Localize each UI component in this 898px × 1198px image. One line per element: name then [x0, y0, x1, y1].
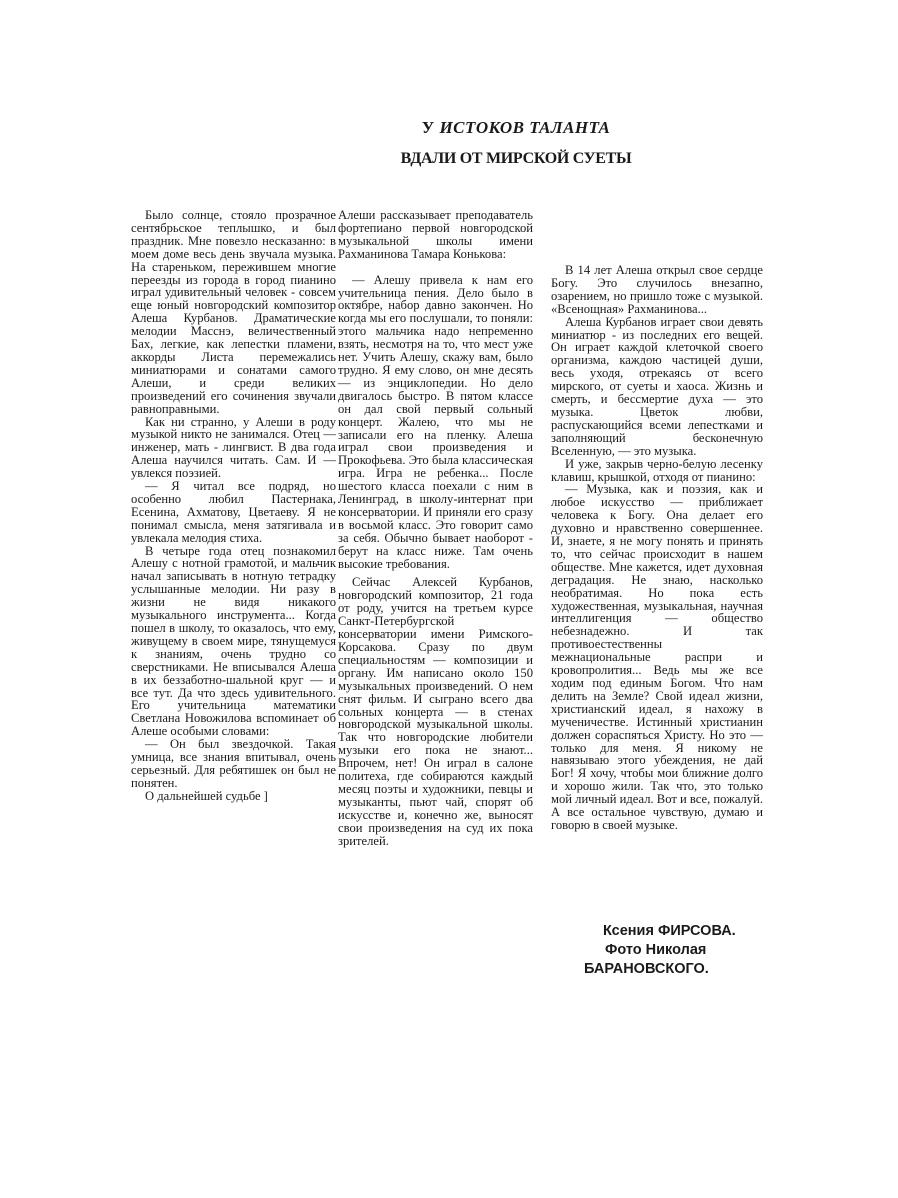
paragraph: Алеши рассказывает преподаватель фортепиано первой новгородской музыкальной школы имени Рахманинова Тамара Конькова: — [338, 208, 533, 261]
paragraph: Сейчас Алексей Курбанов, новгородский композитор, 21 года от роду, учится на третьем курсе Санкт-Петербургской консерватории имени Римского-Корсакова. Сразу по двум специальностям — композиции и органу. Им написано около 150 музыкальных произведений. О нем снят фильм. И сыграно всего два сольных концерта — в стенах новгородской музыкальной школы. Так что новгородские любители музыки его пока не знают... Впрочем, нет! Он играл в салоне политеха, где собираются каждый месяц поэты и художники, певцы и музыканты, пьют чай, спорят об искусстве и, конечно же, выносят свои произведения на суд их пока зрителей. — [338, 575, 533, 848]
photo-credit: Фото Николая — [605, 942, 707, 958]
article-column-1 — [131, 209, 336, 803]
paragraph: — Я читал все подряд, но особенно любил Пастернака, Есенина, Ахматову, Цветаеву. Я не понимал смысла, меня затягивала и увлекала мелодия стиха. — [131, 479, 336, 545]
paragraph: Как ни странно, у Алеши в роду музыкой никто не занимался. Отец — инженер, мать - лингвист. В два года Алеша научился читать. Сам. И — увлекся поэзией. — [131, 414, 336, 481]
paragraph: — Алешу привела к нам его учительница пения. Дело было в октябре, набор давно закончен. Но когда мы его послушали, то поняли: этого мальчика надо непременно взять, несмотря на то, что мест уже нет. Учить Алешу, скажу вам, было трудно. Я ему слово, он мне десять — из энциклопедии. Но дело двигалось быстро. В пятом классе он дал свой первый сольный концерт. Жалею, что мы не записали его на пленку. Алеша играл свои произведения и Прокофьева. Это была классическая игра. Игра не ребенка... После шестого класса поехали с ним в Ленинград, в школу-интернат при консерватории. И приняли его сразу в восьмой класс. Это говорит само за себя. Обычно бывает наоборот - берут на класс ниже. Там очень высокие требования. — [338, 272, 533, 571]
paragraph: — Он был звездочкой. Такая умница, все знания впитывал, очень серьезный. Для ребятишек он был не понятен. — [131, 737, 336, 790]
paragraph: В 14 лет Алеша открыл свое сердце Богу. Это случилось внезапно, озарением, но пришло тоже с музыкой. «Всенощная» Рахманинова... — [551, 263, 763, 316]
section-rubric — [0, 118, 898, 138]
paragraph: И уже, закрыв черно-белую лесенку клавиш, крышкой, отходя от пианино: — [551, 456, 763, 484]
article-column-2 — [338, 209, 533, 848]
rubric-title: ИСТОКОВ ТАЛАНТА — [439, 118, 611, 137]
article-headline: ВДАЛИ ОТ МИРСКОЙ СУЕТЫ — [400, 150, 632, 167]
paragraph: — Музыка, как и поэзия, как и любое искусство — приближает человека к Богу. Она делает его духовно и нравственно совершеннее. И, знаете, я не могу понять и принять то, что сейчас происходит в нашем обществе. Мне кажется, идет духовная деградация. Не знаю, насколько необратимая. Но пока есть художественная, музыкальная, научная интеллигенция — общество небезнадежно. И так противоестественны межнациональные распри и кровопролития... Ведь мы же все ходим под единым Богом. Что нам делить на Земле? Свой идеал жизни, христианский идеал, я нахожу в мученичестве. Истинный христианин должен сораспяться Христу. Но это — только для меня. Я никому не навязываю этого убеждения, не дай Бог! Я хочу, чтобы мои ближние долго и хорошо жили. Так что, это только мой личный идеал. Вот и все, пожалуй. А все остальное чувствую, думаю и говорю в своей музыке. — [551, 482, 763, 832]
article-column-3 — [551, 264, 763, 832]
byline — [570, 922, 770, 979]
photographer-name: БАРАНОВСКОГО. — [584, 961, 709, 977]
author-name: Ксения ФИРСОВА. — [603, 923, 736, 939]
paragraph: Было солнце, стояло прозрачное сентябрьское теплышко, и был праздник. Мне повезло несказанно: в моем доме весь день звучала музыка. На стареньком, пережившем многие переезды из города в город пианино играл удивительный человек - совсем еще юный новгородский композитор Алеша Курбанов. Драматические мелодии Масснэ, величественный Бах, легкие, как лепестки пламени, аккорды Листа перемежались миниатюрами и сонатами самого Алеши, и среди великих произведений его сочинения звучали равноправными. — [131, 208, 336, 416]
rubric-lead: У — [421, 118, 435, 137]
paragraph: О дальнейшей судьбе ] — [145, 788, 268, 803]
paragraph: Алеша Курбанов играет свои девять миниатюр - из последних его вещей. Он играет каждой клеточкой своего организма, каждою частицей души, весь уходя, отрекаясь от всего мирского, от суеты и хаоса. Жизнь и смерть, и бессмертие духа — это музыка. Цветок любви, распускающийся всеми лепестками и заполняющий бесконечную Вселенную, — это музыка. — [551, 314, 763, 458]
paragraph: В четыре года отец познакомил Алешу с нотной грамотой, и мальчик начал записывать в нотную тетрадку услышанные мелодии. Ни разу в жизни не видя никакого музыкального инструмента... Когда пошел в школу, то оказалось, что ему, живущему в своем мире, тянущемуся к знаниям, очень трудно со сверстниками. Не вписывался Алеша в их беззаботно-шальной круг — и все тут. Да что здесь удивительного. Его учительница математики Светлана Новожилова вспоминает об Алеше особыми словами: — [131, 543, 336, 739]
